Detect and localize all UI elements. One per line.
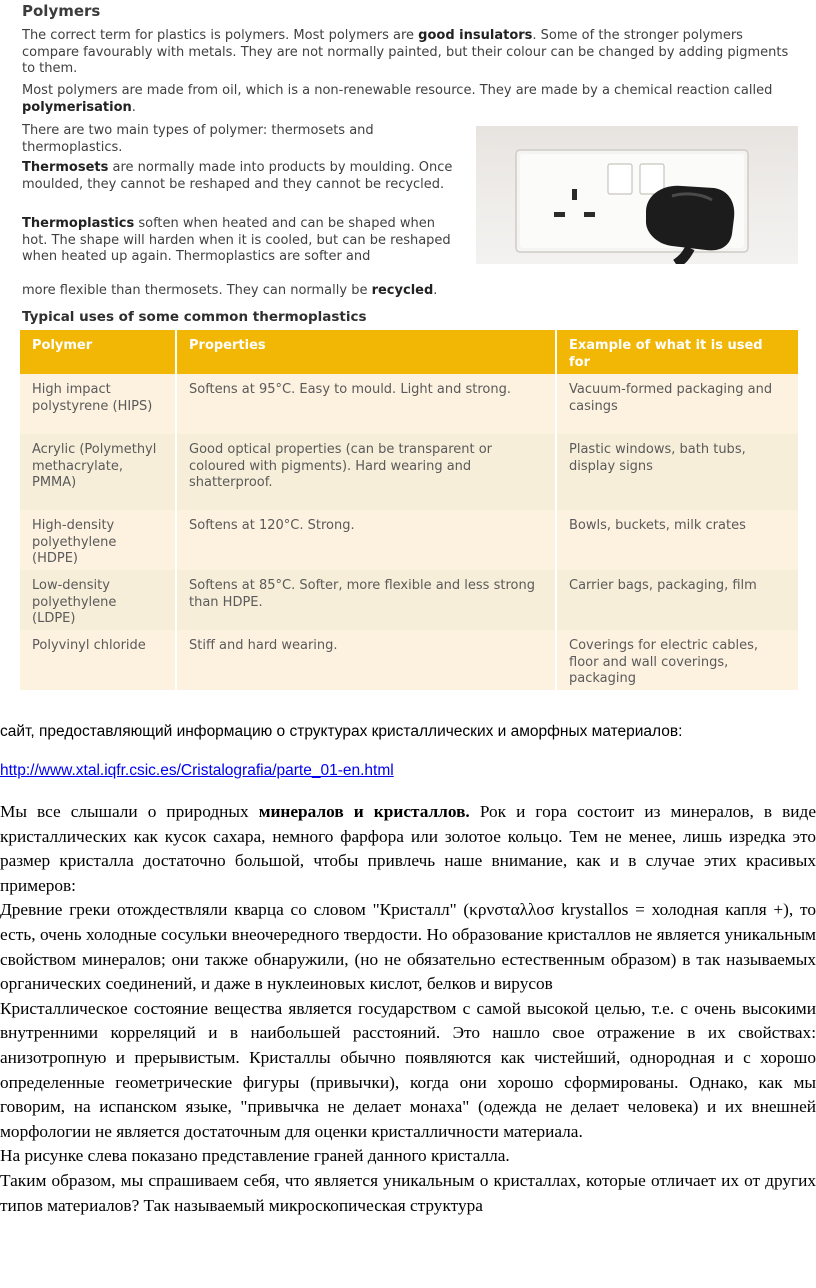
header-example: Example of what it is used for: [556, 330, 798, 374]
table-title: Typical uses of some common thermoplastics: [22, 309, 367, 325]
table-row: [20, 374, 798, 434]
page-title: Polymers: [22, 2, 101, 20]
paragraph-intro: The correct term for plastics is polymers. Most polymers are good insulators. Some of the stronger polymers compare favourably with metals. They are not normally painted, but their colour can be changed by adding pigments to them.: [22, 28, 789, 76]
cell-polymer: Low-density polyethylene (LDPE): [20, 570, 176, 630]
cell-example: Carrier bags, packaging, film: [556, 570, 798, 630]
paragraph-recycled: more flexible than thermosets. They can normally be recycled.: [22, 283, 438, 298]
cell-example: Plastic windows, bath tubs, display signs: [556, 434, 798, 510]
cell-polymer: High-density polyethylene (HDPE): [20, 510, 176, 570]
table-row: [20, 570, 798, 630]
paragraph-thermosets: Thermosets are normally made into products by moulding. Once moulded, they cannot be reshaped and they cannot be recycled.: [22, 160, 453, 192]
table-row: [20, 510, 798, 570]
cell-example: Vacuum-formed packaging and casings: [556, 374, 798, 434]
table-row: [20, 434, 798, 510]
article-paragraph: Мы все слышали о природных минералов и кристаллов. Рок и гора состоит из минералов, в виде кристаллических как кусок сахара, немного фарфора или золотое кольцо. Тем не менее, лишь изредка это размер кристалла достаточно большой, чтобы привлечь наше внимание, как и в случае этих красивых примеров:: [0, 802, 816, 895]
socket-photo: [476, 126, 798, 264]
table-header-row: [20, 330, 798, 374]
cell-properties: Stiff and hard wearing.: [176, 630, 556, 690]
cell-properties: Softens at 95°C. Easy to mould. Light and strong.: [176, 374, 556, 434]
cell-polymer: Acrylic (Polymethyl methacrylate, PMMA): [20, 434, 176, 510]
paragraph-thermoplastics: Thermoplastics soften when heated and can be shaped when hot. The shape will harden when it is cooled, but can be reshaped when heated up again. Thermoplastics are softer and: [22, 216, 451, 264]
crystallography-link[interactable]: http://www.xtal.iqfr.csic.es/Cristalografia/parte_01-en.html: [0, 762, 394, 779]
cell-polymer: High impact polystyrene (HIPS): [20, 374, 176, 434]
site-caption: сайт, предоставляющий информацию о структурах кристаллических и аморфных материалов:: [0, 723, 683, 740]
article-paragraph: Древние греки отождествляли кварца со словом "Кристалл" (κρνσταλλοσ krystallos = холодная капля +), то есть, очень холодные сосульки внеочередного твердости. Но образование кристаллов не является уникальным свойством минералов; они также обнаружили, (но не обязательно естественным образом) в так называемых органических соединений, и даже в нуклеиновых кислот, белков и вирусов: [0, 900, 816, 994]
header-properties: Properties: [176, 330, 556, 374]
socket-plug-image: [476, 126, 798, 264]
article-paragraph: Таким образом, мы спрашиваем себя, что является уникальным о кристаллах, которые отличает их от других типов материалов? Так называемый микроскопическая структура: [0, 1170, 816, 1215]
cell-example: Coverings for electric cables, floor and wall coverings, packaging: [556, 630, 798, 690]
article-paragraph: На рисунке слева показано представление граней данного кристалла.: [0, 1146, 510, 1166]
russian-article: [0, 800, 816, 1218]
thermoplastics-table: [20, 330, 798, 690]
article-paragraph: Кристаллическое состояние вещества является государством с самой высокой целью, т.е. с очень высокими внутренними корреляций и в наибольшей расстояний. Это нашло свое отражение в их свойствах: анизотропную и прерывистым. Кристаллы обычно появляются как чистейший, однородная и с хорошо определенные геометрические фигуры (привычки), когда они хорошо сформированы. Однако, как мы говорим, на испанском языке, "привычка не делает монаха" (одежда не делает человека) и их внешней морфологии не является достаточным для оценки кристалличности материала.: [0, 998, 816, 1141]
cell-polymer: Polyvinyl chloride: [20, 630, 176, 690]
header-polymer: Polymer: [20, 330, 176, 374]
cell-properties: Good optical properties (can be transparent or coloured with pigments). Hard wearing and shatterproof.: [176, 434, 556, 510]
cell-example: Bowls, buckets, milk crates: [556, 510, 798, 570]
cell-properties: Softens at 85°C. Softer, more flexible and less strong than HDPE.: [176, 570, 556, 630]
table-row: [20, 630, 798, 690]
cell-properties: Softens at 120°C. Strong.: [176, 510, 556, 570]
paragraph-oil: Most polymers are made from oil, which is a non-renewable resource. They are made by a chemical reaction called polymerisation.: [22, 83, 773, 115]
paragraph-types: There are two main types of polymer: thermosets and thermoplastics.: [22, 123, 374, 155]
